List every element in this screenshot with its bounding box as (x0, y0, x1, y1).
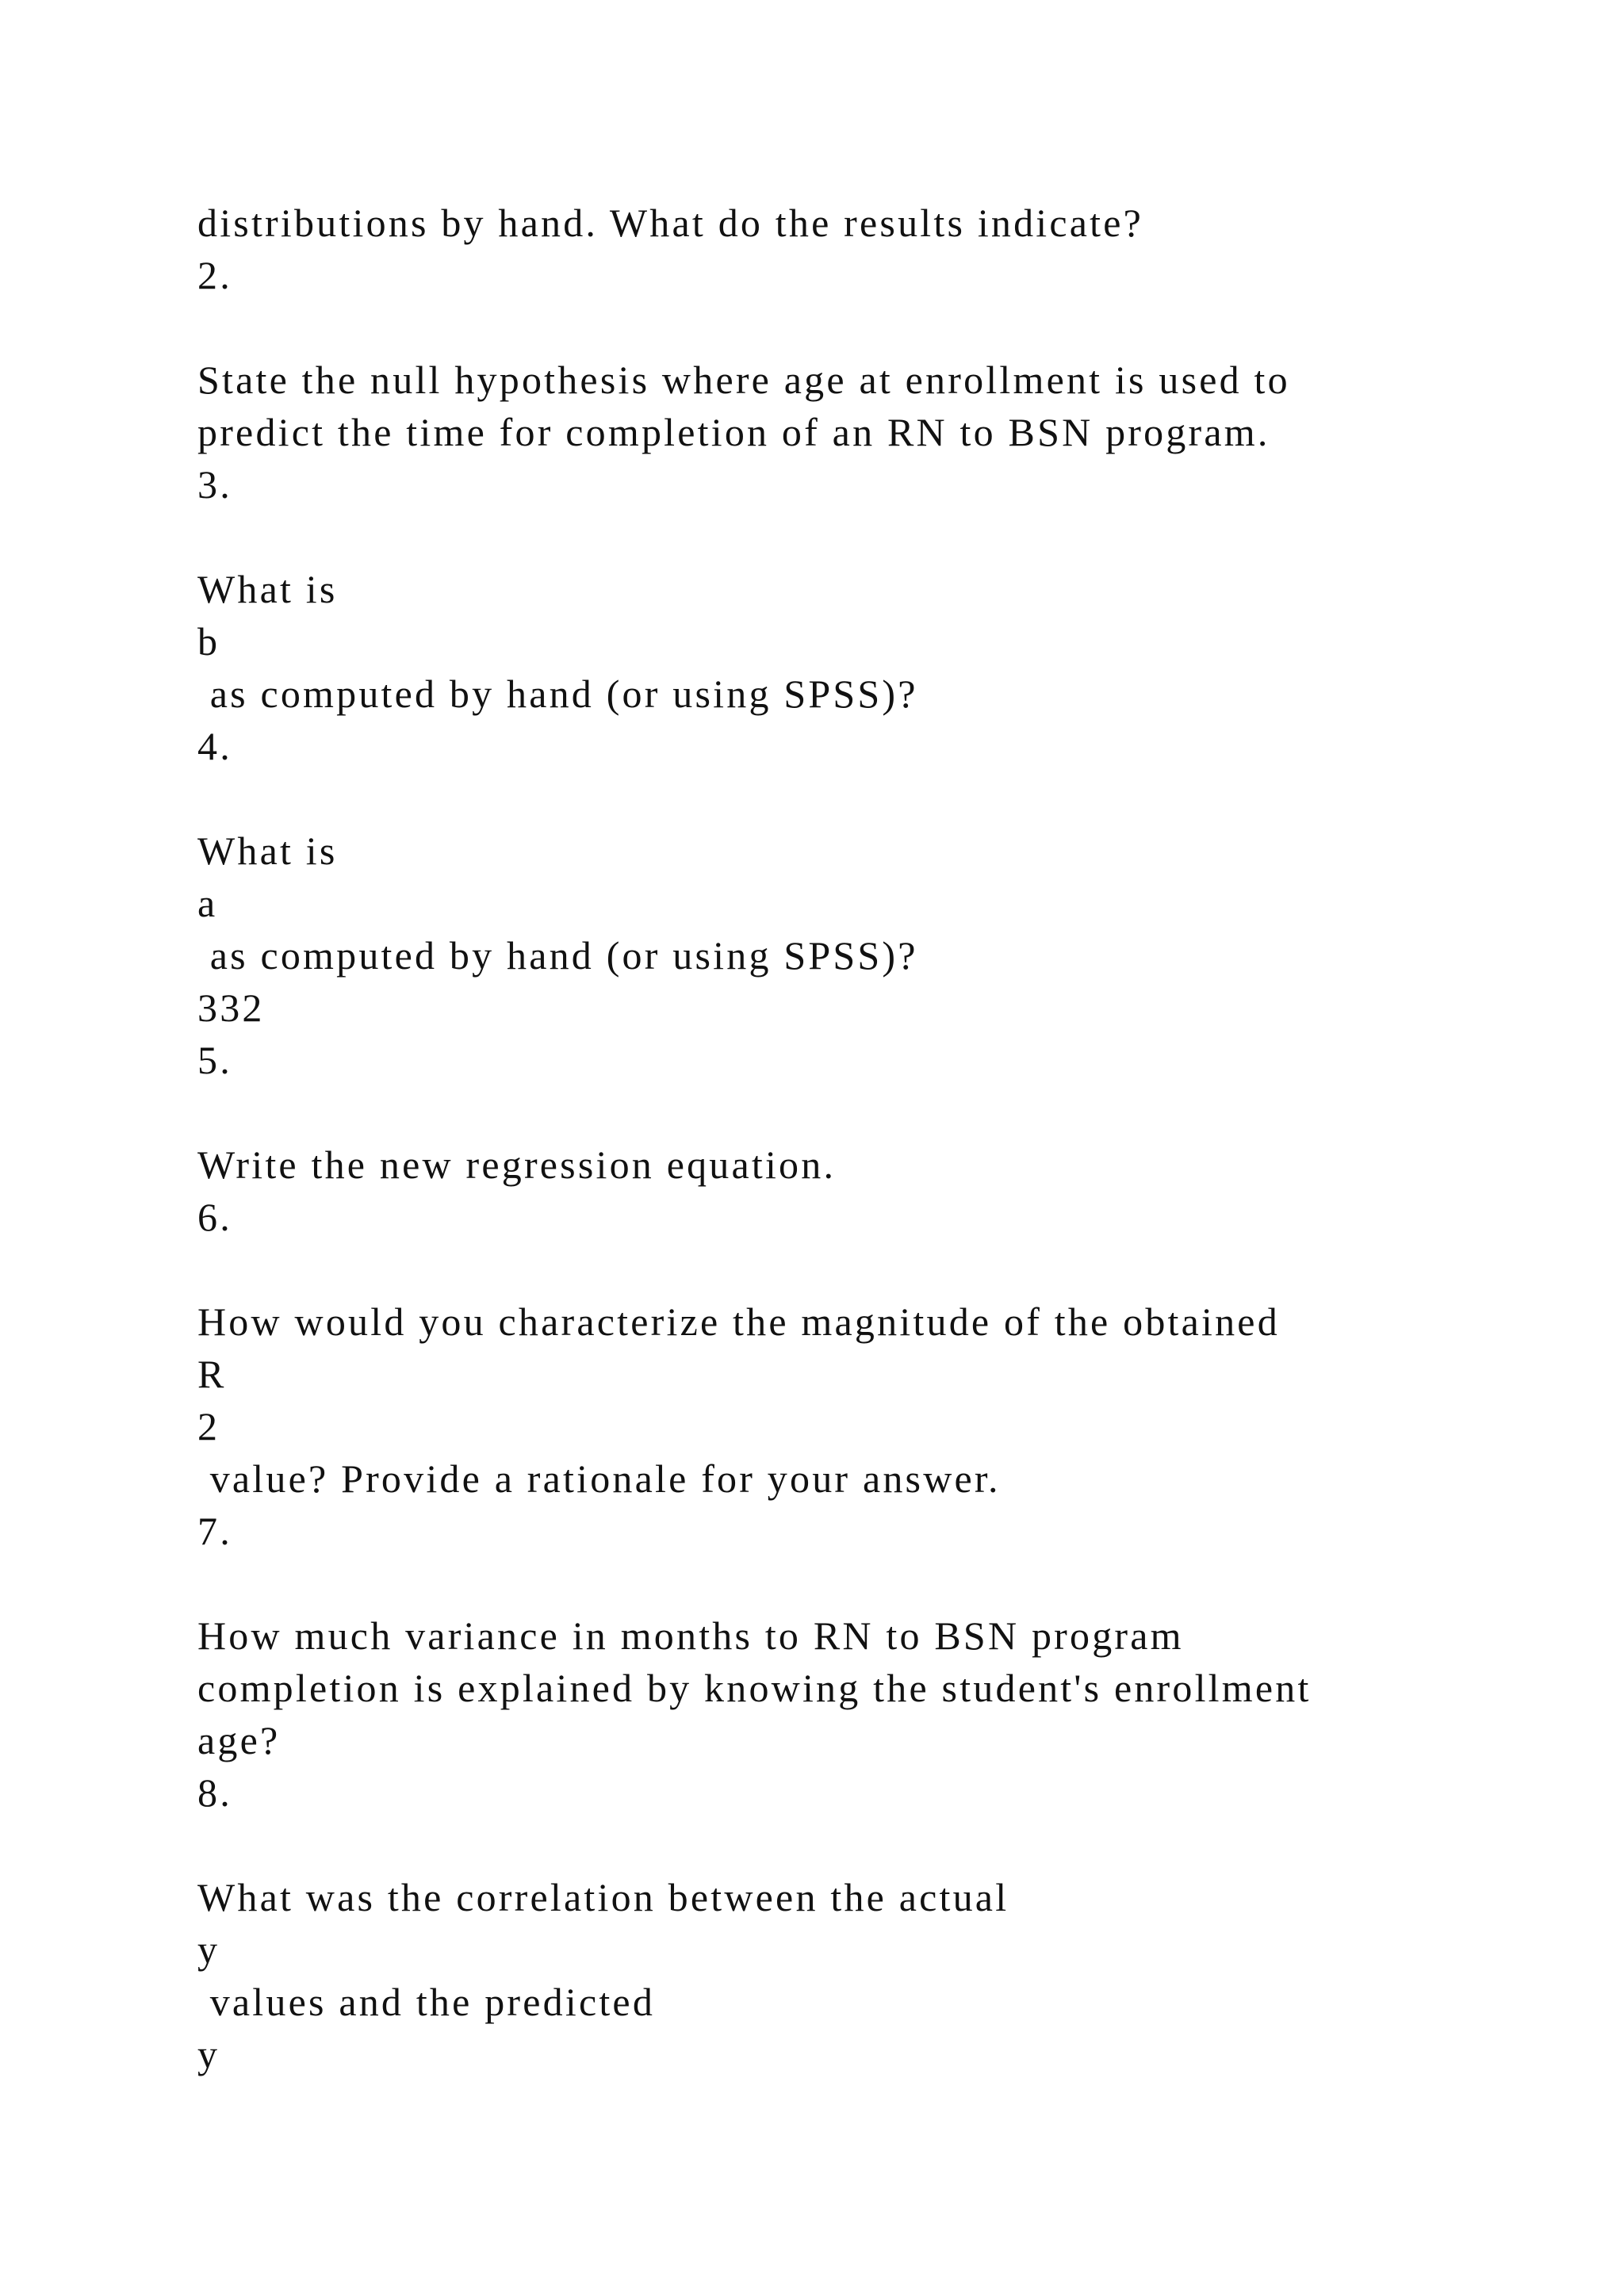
variable-symbol: R (197, 1352, 227, 1396)
text-line: How would you characterize the magnitude of the obtained (197, 1299, 1280, 1344)
text-line: How much variance in months to RN to BSN program (197, 1613, 1184, 1658)
question-number: 4. (197, 724, 232, 768)
question-number: 6. (197, 1195, 232, 1239)
text-line: values and the predicted (197, 1980, 656, 2024)
text-line: completion is explained by knowing the student's enrollment (197, 1666, 1312, 1710)
text-line: age? (197, 1718, 281, 1762)
text-line: What is (197, 567, 338, 611)
text-line: Write the new regression equation. (197, 1142, 837, 1187)
text-line: as computed by hand (or using SPSS)? (197, 933, 918, 978)
question-number: 2. (197, 253, 232, 297)
exponent: 2 (197, 1404, 220, 1448)
text-line: as computed by hand (or using SPSS)? (197, 672, 918, 716)
text-line: What was the correlation between the actual (197, 1875, 1009, 1919)
variable-symbol: y (197, 2032, 220, 2076)
text-line: distributions by hand. What do the results indicate? (197, 201, 1144, 245)
variable-symbol: y (197, 1927, 220, 1972)
question-number: 3. (197, 462, 232, 507)
variable-symbol: a (197, 881, 218, 925)
text-line: predict the time for completion of an RN to BSN program. (197, 410, 1270, 454)
text-line: State the null hypothesis where age at enrollment is used to (197, 358, 1290, 402)
question-number: 8. (197, 1770, 232, 1815)
page-number: 332 (197, 985, 265, 1030)
variable-symbol: b (197, 619, 220, 664)
text-line: value? Provide a rationale for your answer. (197, 1456, 1001, 1501)
text-line: What is (197, 828, 338, 873)
question-number: 5. (197, 1038, 232, 1082)
question-number: 7. (197, 1509, 232, 1553)
